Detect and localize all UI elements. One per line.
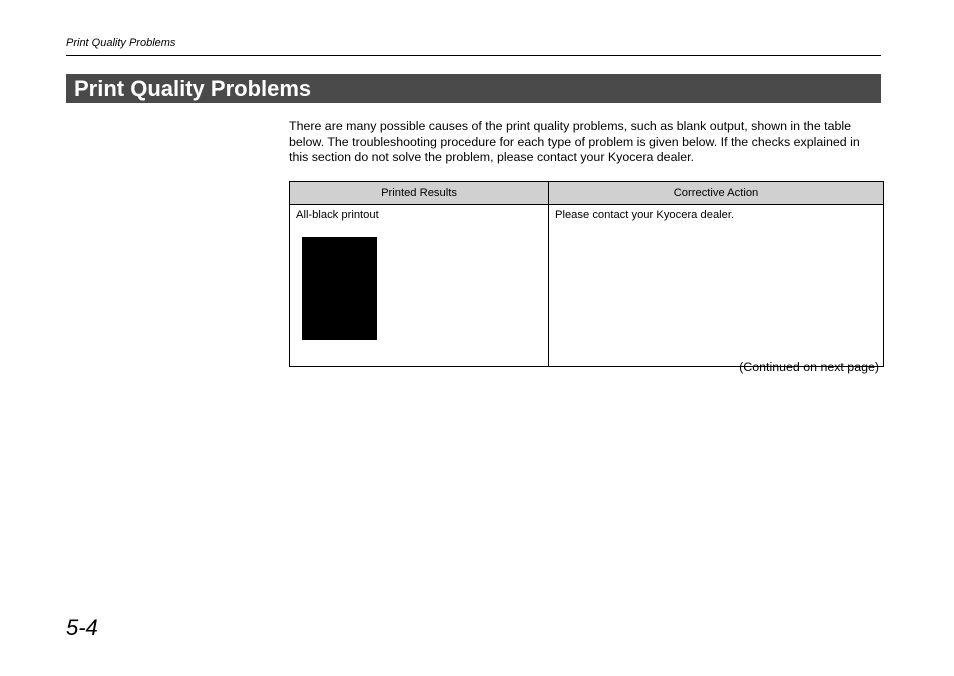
printed-result-label: All-black printout — [296, 209, 379, 221]
table-header-row — [290, 182, 884, 205]
continued-note: (Continued on next page) — [739, 360, 879, 374]
corrective-action-text: Please contact your Kyocera dealer. — [555, 209, 735, 221]
table-row — [290, 205, 884, 367]
printed-result-cell — [290, 205, 549, 367]
all-black-sample-image — [302, 237, 377, 340]
column-header-printed-results: Printed Results — [290, 182, 549, 205]
section-title-bar — [66, 74, 881, 103]
intro-paragraph: There are many possible causes of the print quality problems, such as blank output, shown in the table below. The troubleshooting procedure for each type of problem is given below. If the checks explained in this section do not solve the problem, please contact your Kyocera dealer. — [289, 119, 860, 164]
column-header-corrective-action: Corrective Action — [549, 182, 884, 205]
header-rule — [66, 55, 881, 56]
page-number: 5-4 — [66, 615, 98, 640]
print-quality-table — [289, 181, 884, 367]
section-title: Print Quality Problems — [74, 76, 312, 101]
running-header: Print Quality Problems — [66, 37, 176, 49]
corrective-action-cell — [549, 205, 884, 367]
